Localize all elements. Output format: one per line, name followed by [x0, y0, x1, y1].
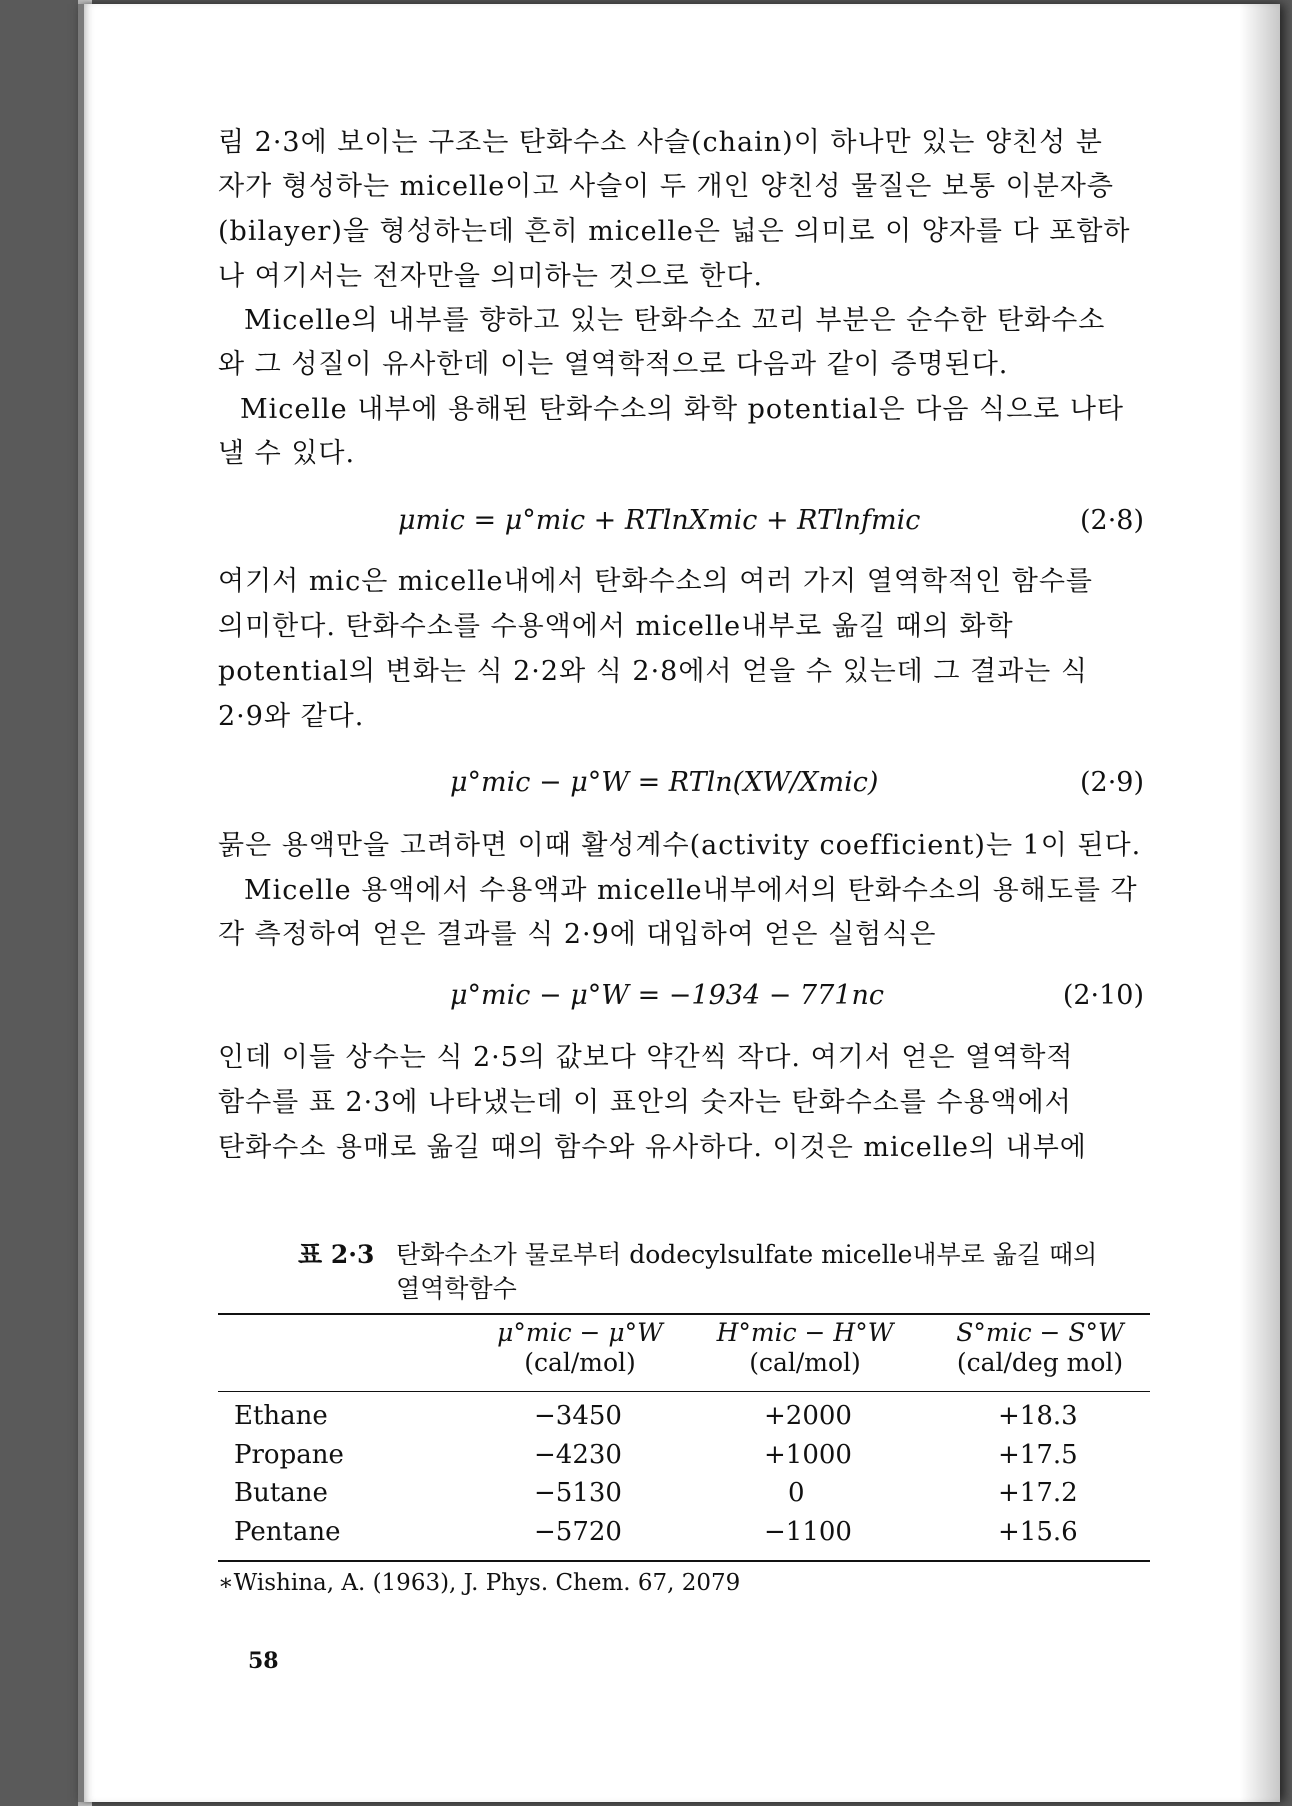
column-header-mu — [470, 1318, 690, 1378]
header-symbol: H°mic − H°W — [716, 1318, 894, 1347]
table-top-rule — [218, 1313, 1150, 1315]
table-row — [218, 1440, 1150, 1478]
text-line: 각 측정하여 얻은 결과를 식 2·9에 대입하여 얻은 실험식은 — [218, 919, 937, 950]
header-symbol: S°mic − S°W — [956, 1318, 1124, 1347]
table-row — [218, 1478, 1150, 1516]
text-line: potential의 변화는 식 2·2와 식 2·8에서 얻을 수 있는데 그 결과는 식 — [218, 656, 1088, 687]
column-header-enthalpy — [690, 1318, 920, 1378]
column-header-entropy — [930, 1318, 1150, 1378]
text-line: 와 그 성질이 유사한데 이는 열역학적으로 다음과 같이 증명된다. — [218, 349, 1009, 380]
equation-2-9 — [218, 767, 1144, 801]
text-line: 의미한다. 탄화수소를 수용액에서 micelle내부로 옮길 때의 화학 — [218, 611, 1014, 642]
equation-number: (2·9) — [1079, 767, 1144, 798]
equation-2-10 — [218, 980, 1144, 1014]
cell-h: +2000 — [764, 1401, 852, 1431]
equation-2-8 — [218, 505, 1144, 539]
row-name: Butane — [234, 1478, 328, 1508]
text-line: 낼 수 있다. — [218, 438, 356, 469]
header-unit: (cal/deg mol) — [956, 1348, 1124, 1377]
table-bottom-rule — [218, 1560, 1150, 1562]
cell-h: 0 — [788, 1478, 805, 1508]
header-unit: (cal/mol) — [749, 1348, 861, 1377]
table-row — [218, 1401, 1150, 1439]
cell-mu: −5720 — [534, 1517, 622, 1547]
cell-s: +18.3 — [998, 1401, 1078, 1431]
text-line: Micelle의 내부를 향하고 있는 탄화수소 꼬리 부분은 순수한 탄화수소 — [244, 305, 1106, 336]
text-line: 함수를 표 2·3에 나타냈는데 이 표안의 숫자는 탄화수소를 수용액에서 — [218, 1087, 1072, 1118]
row-name: Ethane — [234, 1401, 328, 1431]
table-title: 탄화수소가 물로부터 dodecylsulfate micelle내부로 옮길 때의 — [396, 1240, 1098, 1269]
cell-mu: −4230 — [534, 1440, 622, 1470]
text-line: 묽은 용액만을 고려하면 이때 활성계수(activity coefficient)는 1이 된다. — [218, 830, 1142, 861]
text-line: 여기서 mic은 micelle내에서 탄화수소의 여러 가지 열역학적인 함수를 — [218, 566, 1093, 597]
text-line: Micelle 내부에 용해된 탄화수소의 화학 potential은 다음 식으로 나타 — [240, 394, 1124, 425]
text-line: 림 2·3에 보이는 구조는 탄화수소 사슬(chain)이 하나만 있는 양친성 분 — [218, 127, 1103, 158]
cell-mu: −3450 — [534, 1401, 622, 1431]
table-header-rule — [218, 1391, 1150, 1392]
page-edge-shade — [1240, 4, 1280, 1802]
equation-expression: μ°mic − μ°W = RTln(XW/Xmic) — [450, 767, 879, 798]
table-label: 표 2·3 — [298, 1240, 375, 1269]
page-number: 58 — [248, 1648, 279, 1674]
text-line: 인데 이들 상수는 식 2·5의 값보다 약간씩 작다. 여기서 얻은 열역학적 — [218, 1042, 1074, 1073]
text-line: 탄화수소 용매로 옮길 때의 함수와 유사하다. 이것은 micelle의 내부에 — [218, 1132, 1087, 1163]
cell-h: +1000 — [764, 1440, 852, 1470]
header-unit: (cal/mol) — [524, 1348, 636, 1377]
equation-expression: μmic = μ°mic + RTlnXmic + RTlnfmic — [398, 505, 921, 536]
text-line: 자가 형성하는 micelle이고 사슬이 두 개인 양친성 물질은 보통 이분자층 — [218, 171, 1114, 202]
header-symbol: μ°mic − μ°W — [497, 1318, 663, 1347]
cell-s: +15.6 — [998, 1517, 1078, 1547]
cell-s: +17.2 — [998, 1478, 1078, 1508]
row-name: Propane — [234, 1440, 344, 1470]
text-line: 2·9와 같다. — [218, 701, 365, 732]
table-title-continued: 열역학함수 — [396, 1274, 517, 1303]
cell-h: −1100 — [764, 1517, 852, 1547]
text-line: Micelle 용액에서 수용액과 micelle내부에서의 탄화수소의 용해도를 각 — [244, 875, 1138, 906]
cell-s: +17.5 — [998, 1440, 1078, 1470]
cell-mu: −5130 — [534, 1478, 622, 1508]
row-name: Pentane — [234, 1517, 341, 1547]
table-footnote: ∗Wishina, A. (1963), J. Phys. Chem. 67, 2079 — [218, 1570, 741, 1596]
text-line: 나 여기서는 전자만을 의미하는 것으로 한다. — [218, 261, 763, 292]
equation-expression: μ°mic − μ°W = −1934 − 771nc — [450, 980, 884, 1011]
table-row — [218, 1517, 1150, 1555]
text-line: (bilayer)을 형성하는데 흔히 micelle은 넓은 의미로 이 양자를 다 포함하 — [218, 216, 1131, 247]
equation-number: (2·10) — [1062, 980, 1144, 1011]
equation-number: (2·8) — [1079, 505, 1144, 536]
